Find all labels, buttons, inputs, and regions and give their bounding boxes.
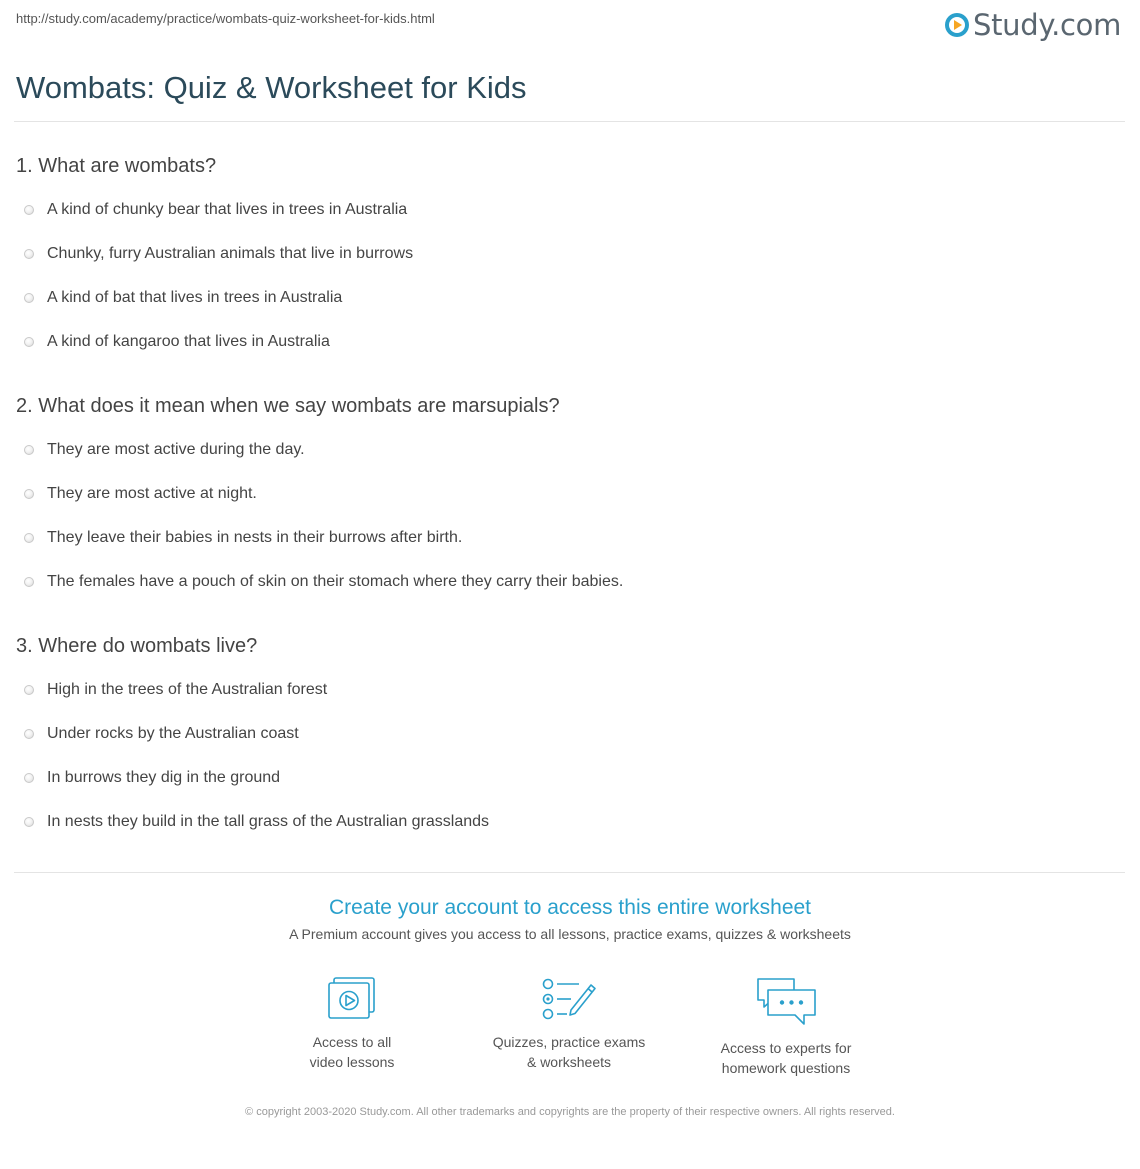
answer-text: Under rocks by the Australian coast	[47, 725, 299, 742]
feature-experts	[686, 976, 886, 1078]
page-title: Wombats: Quiz & Worksheet for Kids	[16, 70, 527, 105]
radio-button[interactable]	[24, 685, 34, 695]
answer-text: A kind of bat that lives in trees in Australia	[47, 289, 343, 306]
radio-button[interactable]	[24, 533, 34, 543]
radio-button[interactable]	[24, 773, 34, 783]
page-url: http://study.com/academy/practice/wombats-quiz-worksheet-for-kids.html	[16, 11, 435, 26]
section-divider	[14, 872, 1125, 873]
feature-quizzes	[469, 976, 669, 1072]
feature-label: Quizzes, practice exams & worksheets	[492, 1034, 646, 1070]
radio-button[interactable]	[24, 817, 34, 827]
feature-label: Access to all video lessons	[309, 1034, 395, 1070]
answer-text: They are most active during the day.	[47, 441, 305, 458]
radio-button[interactable]	[24, 577, 34, 587]
answer-text: They leave their babies in nests in their burrows after birth.	[47, 529, 463, 546]
answer-option[interactable]	[24, 199, 407, 221]
answer-option[interactable]	[24, 439, 305, 461]
study-logo[interactable]	[945, 6, 1121, 44]
answer-text: High in the trees of the Australian forest	[47, 681, 328, 698]
answer-text: A kind of kangaroo that lives in Australia	[47, 333, 330, 350]
question-1: 1. What are wombats?	[16, 155, 217, 177]
premium-description: A Premium account gives you access to all lessons, practice exams, quizzes & worksheets	[289, 926, 851, 942]
feature-label: Access to experts for homework questions	[720, 1040, 852, 1076]
radio-button[interactable]	[24, 293, 34, 303]
answer-text: A kind of chunky bear that lives in trees in Australia	[47, 201, 408, 218]
answer-option[interactable]	[24, 483, 257, 505]
copyright-notice: © copyright 2003-2020 Study.com. All other trademarks and copyrights are the property of their respective owners. All rights reserved.	[245, 1106, 895, 1118]
radio-button[interactable]	[24, 205, 34, 215]
chat-bubbles-icon	[754, 976, 818, 1028]
video-lesson-icon	[326, 976, 378, 1022]
answer-option[interactable]	[24, 571, 623, 593]
answer-option[interactable]	[24, 767, 280, 789]
answer-option[interactable]	[24, 679, 327, 701]
create-account-link[interactable]: Create your account to access this entire worksheet	[328, 896, 812, 919]
study-logo-icon	[945, 13, 969, 37]
answer-option[interactable]	[24, 287, 342, 309]
answer-text: The females have a pouch of skin on their stomach where they carry their babies.	[47, 573, 624, 590]
answer-option[interactable]	[24, 331, 330, 353]
radio-button[interactable]	[24, 337, 34, 347]
question-3: 3. Where do wombats live?	[16, 635, 258, 657]
answer-text: Chunky, furry Australian animals that live in burrows	[47, 245, 414, 262]
answer-option[interactable]	[24, 811, 489, 833]
study-logo-text: Study.com	[973, 8, 1122, 42]
quiz-checklist-icon	[541, 976, 597, 1022]
title-divider	[14, 121, 1125, 122]
feature-video-lessons	[252, 976, 452, 1072]
question-2: 2. What does it mean when we say wombats are marsupials?	[16, 395, 560, 417]
radio-button[interactable]	[24, 249, 34, 259]
answer-option[interactable]	[24, 527, 462, 549]
radio-button[interactable]	[24, 445, 34, 455]
radio-button[interactable]	[24, 729, 34, 739]
answer-option[interactable]	[24, 243, 413, 265]
answer-text: They are most active at night.	[47, 485, 257, 502]
answer-text: In burrows they dig in the ground	[47, 769, 281, 786]
radio-button[interactable]	[24, 489, 34, 499]
answer-option[interactable]	[24, 723, 299, 745]
answer-text: In nests they build in the tall grass of the Australian grasslands	[47, 813, 490, 830]
